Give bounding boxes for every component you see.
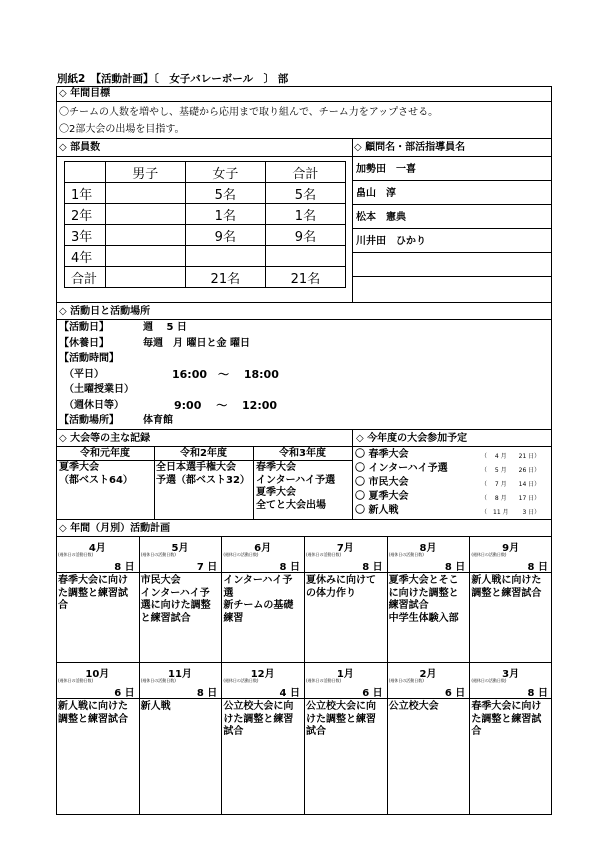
- weekend-days-label: (週休日の活動日数): [223, 552, 259, 557]
- planned-event: 〇 新人戦: [355, 505, 399, 516]
- records-entry: 全日本選手権大会 予選（都ベスト32）: [156, 462, 250, 486]
- advisors-heading: ◇ 顧問名・部活指導員名: [354, 142, 466, 153]
- month-plan-text: 春季大会に向けた調整と練習試合: [471, 701, 542, 737]
- weekend-days-value: 8 日: [527, 688, 548, 699]
- month-plan-text: 公立校大会に向けた調整と練習試合: [223, 701, 294, 737]
- schedule-label: （土曜授業日）: [59, 384, 134, 395]
- month-plan-text: 市民大会 インターハイ予選に向けた調整と練習試合: [140, 575, 211, 624]
- members-cell: [105, 267, 185, 288]
- weekend-days-value: 6 日: [444, 688, 466, 699]
- month-plan-text: 夏休みに向けての体力作り: [306, 575, 376, 599]
- planned-date: （ 7 月 14 日）: [481, 481, 541, 488]
- weekend-days-label: (週休日の活動日数): [58, 552, 94, 557]
- members-row-label: 1年: [65, 183, 106, 204]
- document-header: [57, 71, 288, 86]
- month-label: 4月: [88, 543, 106, 554]
- weekend-days-label: (週休日の活動日数): [306, 552, 342, 557]
- members-cell: [105, 225, 185, 246]
- month-plan-text: 新人戦: [140, 701, 171, 712]
- month-label: 1月: [336, 669, 354, 680]
- members-row-label: 3年: [65, 225, 106, 246]
- schedule-value: 16:00 ～ 18:00: [172, 367, 279, 381]
- members-row: [65, 225, 346, 246]
- schedule-value: 9:00 ～ 12:00: [174, 398, 278, 412]
- members-cell: 5名: [185, 183, 265, 204]
- members-row-label: 4年: [65, 246, 106, 267]
- members-row: [65, 183, 346, 204]
- weekend-days-label: (週休日の活動日数): [58, 678, 94, 683]
- members-row-label: 合計: [65, 267, 106, 288]
- planned-date: （ 5 月 26 日）: [481, 467, 541, 474]
- weekend-days-label: (週休日の活動日数): [306, 678, 342, 683]
- weekend-days-value: 6 日: [362, 688, 383, 699]
- schedule-label: （平日）: [59, 368, 104, 380]
- month-label: 6月: [254, 543, 272, 554]
- planned-heading: ◇ 今年度の大会参加予定: [356, 433, 468, 444]
- members-row: [65, 204, 346, 225]
- members-cell: [265, 246, 345, 267]
- month-plan-text: 夏季大会とそこに向けた調整と練習試合 中学生体験入部: [388, 575, 459, 624]
- weekend-days-value: 8 日: [114, 562, 135, 573]
- members-row: [65, 246, 346, 267]
- month-plan-text: 公立校大会: [388, 701, 439, 712]
- weekend-days-value: 6 日: [114, 688, 135, 699]
- month-plan-text: インターハイ予選 新チームの基礎練習: [223, 575, 294, 624]
- planned-event: 〇 夏季大会: [355, 491, 409, 502]
- month-plan-text: 春季大会に向けた調整と練習試合: [58, 575, 128, 611]
- members-cell: 1名: [185, 204, 265, 225]
- members-col-header: 男子: [105, 162, 185, 183]
- weekend-days-value: 7 日: [196, 562, 218, 573]
- schedule-value: 毎週 月 曜日と金 曜日: [143, 337, 250, 349]
- records-entry: 春季大会 インターハイ予選 夏季大会 全てと大会出場: [256, 462, 336, 511]
- doc-suffix: 〕 部: [263, 73, 289, 85]
- members-heading: ◇ 部員数: [59, 142, 101, 153]
- records-year: 令和2年度: [180, 448, 227, 459]
- schedule-heading: ◇ 活動日と活動場所: [59, 306, 151, 317]
- schedule-label: 【活動場所】: [59, 415, 119, 426]
- month-plan-text: 新人戦に向けた調整と練習試合: [471, 575, 542, 599]
- planned-date: （ 8 月 17 日）: [481, 495, 541, 502]
- weekend-days-label: (週休日の活動日数): [223, 678, 259, 683]
- weekend-days-value: 8 日: [279, 562, 300, 573]
- weekend-days-value: 8 日: [196, 688, 218, 699]
- planned-event: 〇 市民大会: [355, 477, 409, 488]
- goals-heading: ◇ 年間目標: [56, 87, 552, 102]
- weekend-days-label: (週休日の活動日数): [471, 678, 507, 683]
- goal-item: 〇2部大会の出場を目指す。: [59, 124, 185, 135]
- annual-heading: ◇ 年間（月別）活動計画: [59, 523, 171, 534]
- month-label: 12月: [250, 669, 275, 680]
- schedule-value: 週 5 日: [143, 322, 187, 333]
- advisor-name: 畠山 淳: [356, 188, 396, 199]
- goal-item: 〇チームの人数を増やし、基礎から応用まで取り組んで、チーム力をアップさせる。: [59, 107, 439, 118]
- schedule-label: （週休日等）: [59, 399, 124, 411]
- members-cell: 21名: [265, 267, 345, 288]
- doc-prefix: 別紙2: [57, 73, 86, 85]
- members-col-header: [65, 162, 106, 183]
- advisor-name: 川井田 ひかり: [356, 236, 426, 247]
- weekend-days-label: (週休日の活動日数): [388, 678, 424, 683]
- schedule-label: 【活動時間】: [59, 353, 119, 364]
- schedule-label: 【活動日】: [59, 322, 109, 333]
- advisor-name: 松本 憲典: [356, 212, 406, 223]
- members-col-header: 合計: [265, 162, 345, 183]
- month-plan-text: 新人戦に向けた調整と練習試合: [58, 701, 128, 725]
- members-cell: [105, 246, 185, 267]
- weekend-days-label: (週休日の活動日数): [388, 552, 424, 557]
- weekend-days-label: (週休日の活動日数): [471, 552, 507, 557]
- records-entry: 夏季大会 （都ベスト64）: [59, 462, 133, 486]
- month-label: 10月: [85, 669, 110, 680]
- members-cell: 9名: [265, 225, 345, 246]
- weekend-days-label: (週休日の活動日数): [140, 678, 176, 683]
- members-row-label: 2年: [65, 204, 106, 225]
- planned-date: （ 11 月 3 日）: [481, 509, 541, 516]
- members-cell: 5名: [265, 183, 345, 204]
- planned-event: 〇 インターハイ予選: [355, 463, 448, 474]
- members-cell: 21名: [185, 267, 265, 288]
- weekend-days-value: 4 日: [279, 688, 300, 699]
- records-heading: ◇ 大会等の主な記録: [59, 433, 151, 444]
- month-label: 9月: [502, 543, 520, 554]
- month-label: 3月: [502, 669, 520, 680]
- month-label: 5月: [171, 543, 189, 554]
- members-cell: [185, 246, 265, 267]
- month-label: 8月: [419, 543, 437, 554]
- month-label: 2月: [419, 669, 437, 680]
- members-col-header: 女子: [185, 162, 265, 183]
- weekend-days-value: 8 日: [444, 562, 466, 573]
- members-cell: 9名: [185, 225, 265, 246]
- planned-date: （ 4 月 21 日）: [481, 453, 541, 460]
- schedule-value: 体育館: [143, 415, 173, 426]
- members-cell: [105, 183, 185, 204]
- doc-title: 【活動計画】〔: [95, 73, 159, 85]
- members-row: [65, 267, 346, 288]
- weekend-days-label: (週休日の活動日数): [140, 552, 176, 557]
- weekend-days-value: 8 日: [362, 562, 383, 573]
- club-name: 女子バレーボール: [169, 73, 254, 85]
- records-year: 令和元年度: [80, 448, 130, 459]
- month-label: 11月: [168, 669, 192, 680]
- month-label: 7月: [336, 543, 354, 554]
- weekend-days-value: 8 日: [527, 562, 548, 573]
- members-cell: [105, 204, 185, 225]
- planned-event: 〇 春季大会: [355, 449, 409, 460]
- members-cell: 1名: [265, 204, 345, 225]
- records-year: 令和3年度: [279, 448, 326, 459]
- advisor-name: 加勢田 一喜: [356, 164, 416, 175]
- members-table: [64, 161, 346, 288]
- month-plan-text: 公立校大会に向けた調整と練習試合: [306, 701, 376, 737]
- schedule-label: 【休養日】: [59, 337, 109, 349]
